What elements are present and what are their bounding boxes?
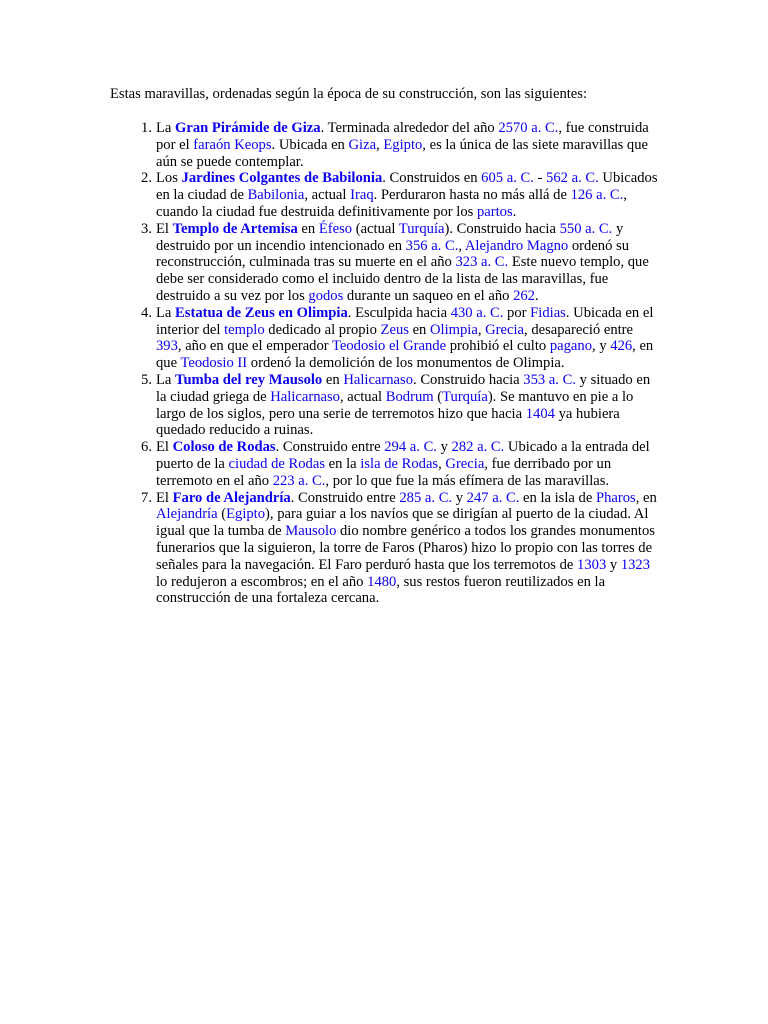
text-run: y [436,439,452,456]
inline-link[interactable]: Iraq [350,187,374,204]
inline-link[interactable]: 1480 [367,573,397,590]
inline-link[interactable]: 605 a. C. [481,170,534,187]
inline-link[interactable]: 126 a. C. [570,187,624,204]
text-run: , sus restos fueron reutilizados en la construcción de una fortaleza cercana. [156,573,606,607]
text-run: lo redujeron a escombros; en el año [156,573,368,590]
text-run: . Construido entre [290,489,400,506]
inline-link[interactable]: Alejandro Magno [464,237,569,254]
list-item-number: 1. [141,120,152,136]
inline-link[interactable]: 356 a. C. [405,237,459,254]
inline-link[interactable]: 550 a. C. [559,220,613,237]
text-run: y destruido por un incendio intencionado en [156,220,624,254]
text-run: ordenó su reconstrucción, culminada tras su muerte en el año [156,237,630,271]
inline-link[interactable]: 353 a. C. [523,371,576,388]
list-item [141,489,661,608]
intro-paragraph: Estas maravillas, ordenadas según la época de su construcción, son las siguientes: [110,86,588,102]
inline-link[interactable]: Pharos [595,489,636,506]
text-run: , [477,321,486,338]
text-run: . Esculpida hacia [347,304,451,321]
text-run: por [503,304,531,321]
text-run: ( [217,506,227,523]
list-item-number: 6. [141,439,152,456]
text-run: Ubicado a la entrada del puerto de la [156,439,650,472]
list-item-number: 7. [141,489,152,506]
inline-link[interactable]: Mausolo [285,523,337,540]
text-run: y [452,489,467,506]
inline-link[interactable]: Bodrum [385,388,434,405]
list-item-number: 2. [141,170,152,187]
list-item [141,220,661,305]
inline-link[interactable]: ciudad de Rodas [228,455,326,472]
inline-link[interactable]: 430 a. C. [450,304,504,321]
list-item-number: 3. [141,220,152,237]
text-run: . Construido entre [275,439,385,456]
text-run: La [156,304,176,321]
list-item [141,120,661,170]
inline-link[interactable]: Egipto [226,506,266,523]
text-run: . [534,287,539,304]
text-run: La [156,371,176,388]
inline-link[interactable]: 393 [156,338,178,355]
text-run: , en que [156,338,654,372]
text-run: ( [433,388,443,405]
text-run: . Construidos en [382,170,482,187]
text-run: en la [325,455,361,472]
text-run: . Ubicada en [271,136,349,153]
inline-link[interactable]: 323 a. C. [455,254,509,271]
inline-link[interactable]: 282 a. C. [451,439,505,456]
text-run: , fue construida por el [156,120,649,153]
text-run: - [533,170,547,187]
list-item [141,371,661,439]
inline-link[interactable]: Teodosio II [180,355,248,372]
text-run: en la isla de [519,489,596,506]
inline-link[interactable]: 426 [610,338,633,355]
inline-link[interactable]: Giza [348,136,377,153]
text-run: , desapareció entre [524,321,634,338]
text-run: . Construido hacia [413,371,524,388]
inline-link[interactable]: templo [224,321,265,338]
text-run: , año en que el emperador [177,338,333,355]
text-run: en [408,321,430,338]
inline-link[interactable]: 285 a. C. [399,489,453,506]
text-run: , cuando la ciudad fue destruida definitivamente por los [156,187,627,220]
list-item [141,439,661,489]
list-item-number: 4. [141,304,152,321]
text-run: , [376,136,384,153]
inline-link[interactable]: 262 [513,287,535,304]
text-run: ya hubiera quedado reducido a ruinas. [156,405,620,439]
text-run: , actual [339,388,386,405]
text-run: ). Se mantuvo en pie a lo largo de los siglos, pero una serie de terremotos hizo que hacia [156,388,634,422]
inline-link[interactable]: partos [476,203,513,220]
text-run: , actual [304,187,351,204]
text-run: durante un saqueo en el año [343,287,514,304]
inline-link[interactable]: 223 a. C. [272,472,326,489]
text-run: y situado en la ciudad griega de [156,371,651,405]
list-item [141,170,661,220]
text-run: El [156,489,173,506]
text-run: , es la única de las siete maravillas que aún se puede contemplar. [156,136,649,170]
inline-link[interactable]: Teodosio el Grande [332,338,447,355]
text-run: . Ubicada en el interior del [156,304,654,338]
inline-link[interactable]: 1323 [620,556,651,573]
wonders-list [141,120,661,607]
inline-link[interactable]: 1404 [525,405,555,422]
text-run: La [156,120,176,136]
text-run: dedicado al propio [264,321,381,338]
wonder-title-link[interactable]: Tumba del rey Mausolo [175,371,323,388]
inline-link[interactable]: Halicarnaso [270,388,340,405]
text-run: en [322,371,344,388]
inline-link[interactable]: Egipto [383,136,423,153]
text-run: Este nuevo templo, que debe ser considerado como el incluido dentro de la lista de las maravillas, fue destruido a su vez por los [156,254,649,304]
text-run: , por lo que fue la más efímera de las maravillas. [325,472,610,489]
text-run: , y [592,338,611,355]
inline-link[interactable]: Halicarnaso [343,371,414,388]
text-run: , en [635,489,657,506]
inline-link[interactable]: isla de Rodas [360,455,439,472]
inline-link[interactable]: Fidias [530,304,566,321]
text-run: Los [156,170,182,187]
inline-link[interactable]: Olimpia [430,321,478,338]
text-run: dio nombre genérico a todos los grandes monumentos funerarios que la siguieron, la torre de Faros (Pharos) hizo lo propio con las torres de señales para la navegación. El Faro perduró hasta que los terremotos de [156,523,655,573]
inline-link[interactable]: 562 a. C. [546,170,599,187]
inline-link[interactable]: Zeus [380,321,409,338]
text-run: , [438,455,446,472]
text-run: , fue derribado por un terremoto en el año [156,455,612,489]
inline-link[interactable]: faraón Keops [193,136,272,153]
wonder-title-link[interactable]: Jardines Colgantes de Babilonia [181,170,383,187]
inline-link[interactable]: Grecia [485,321,525,338]
text-run: ). Construido hacia [444,220,560,237]
text-run: El [156,439,173,456]
inline-link[interactable]: 247 a. C. [466,489,520,506]
inline-link[interactable]: godos [308,287,344,304]
wonder-title-link[interactable]: Templo de Artemisa [172,220,298,237]
list-item-number: 5. [141,371,152,388]
wonder-title-link[interactable]: Faro de Alejandría [172,489,291,506]
text-run: . [512,203,517,220]
text-run: prohibió el culto [446,338,550,355]
inline-link[interactable]: Turquía [442,388,488,405]
inline-link[interactable]: Babilonia [247,187,305,204]
inline-link[interactable]: 294 a. C. [384,439,437,456]
text-run: en [297,220,319,237]
wonder-title-link[interactable]: Gran Pirámide de Giza [175,120,321,136]
list-item [141,304,661,372]
text-run: (actual [352,220,399,237]
wonder-title-link[interactable]: Estatua de Zeus en Olimpia [175,304,348,321]
text-run: Ubicados en la ciudad de [156,170,658,204]
text-run: y [606,556,621,573]
inline-link[interactable]: Turquía [398,220,445,237]
inline-link[interactable]: pagano [549,338,593,355]
text-run: El [156,220,173,237]
text-run: ordenó la demolición de los monumentos de Olimpia. [247,355,565,372]
inline-link[interactable]: Alejandría [156,506,218,523]
text-run: ), para guiar a los navíos que se dirigían al puerto de la ciudad. Al igual que la tumba de [156,506,649,540]
inline-link[interactable]: 1303 [577,556,607,573]
text-run: . Terminada alrededor del año [320,120,499,136]
text-run: . Perduraron hasta no más allá de [373,187,571,204]
wonder-title-link[interactable]: Coloso de Rodas [172,439,276,456]
text-run: , [458,237,465,254]
inline-link[interactable]: Éfeso [318,220,353,237]
inline-link[interactable]: 2570 a. C. [498,120,559,136]
inline-link[interactable]: Grecia [445,455,485,472]
